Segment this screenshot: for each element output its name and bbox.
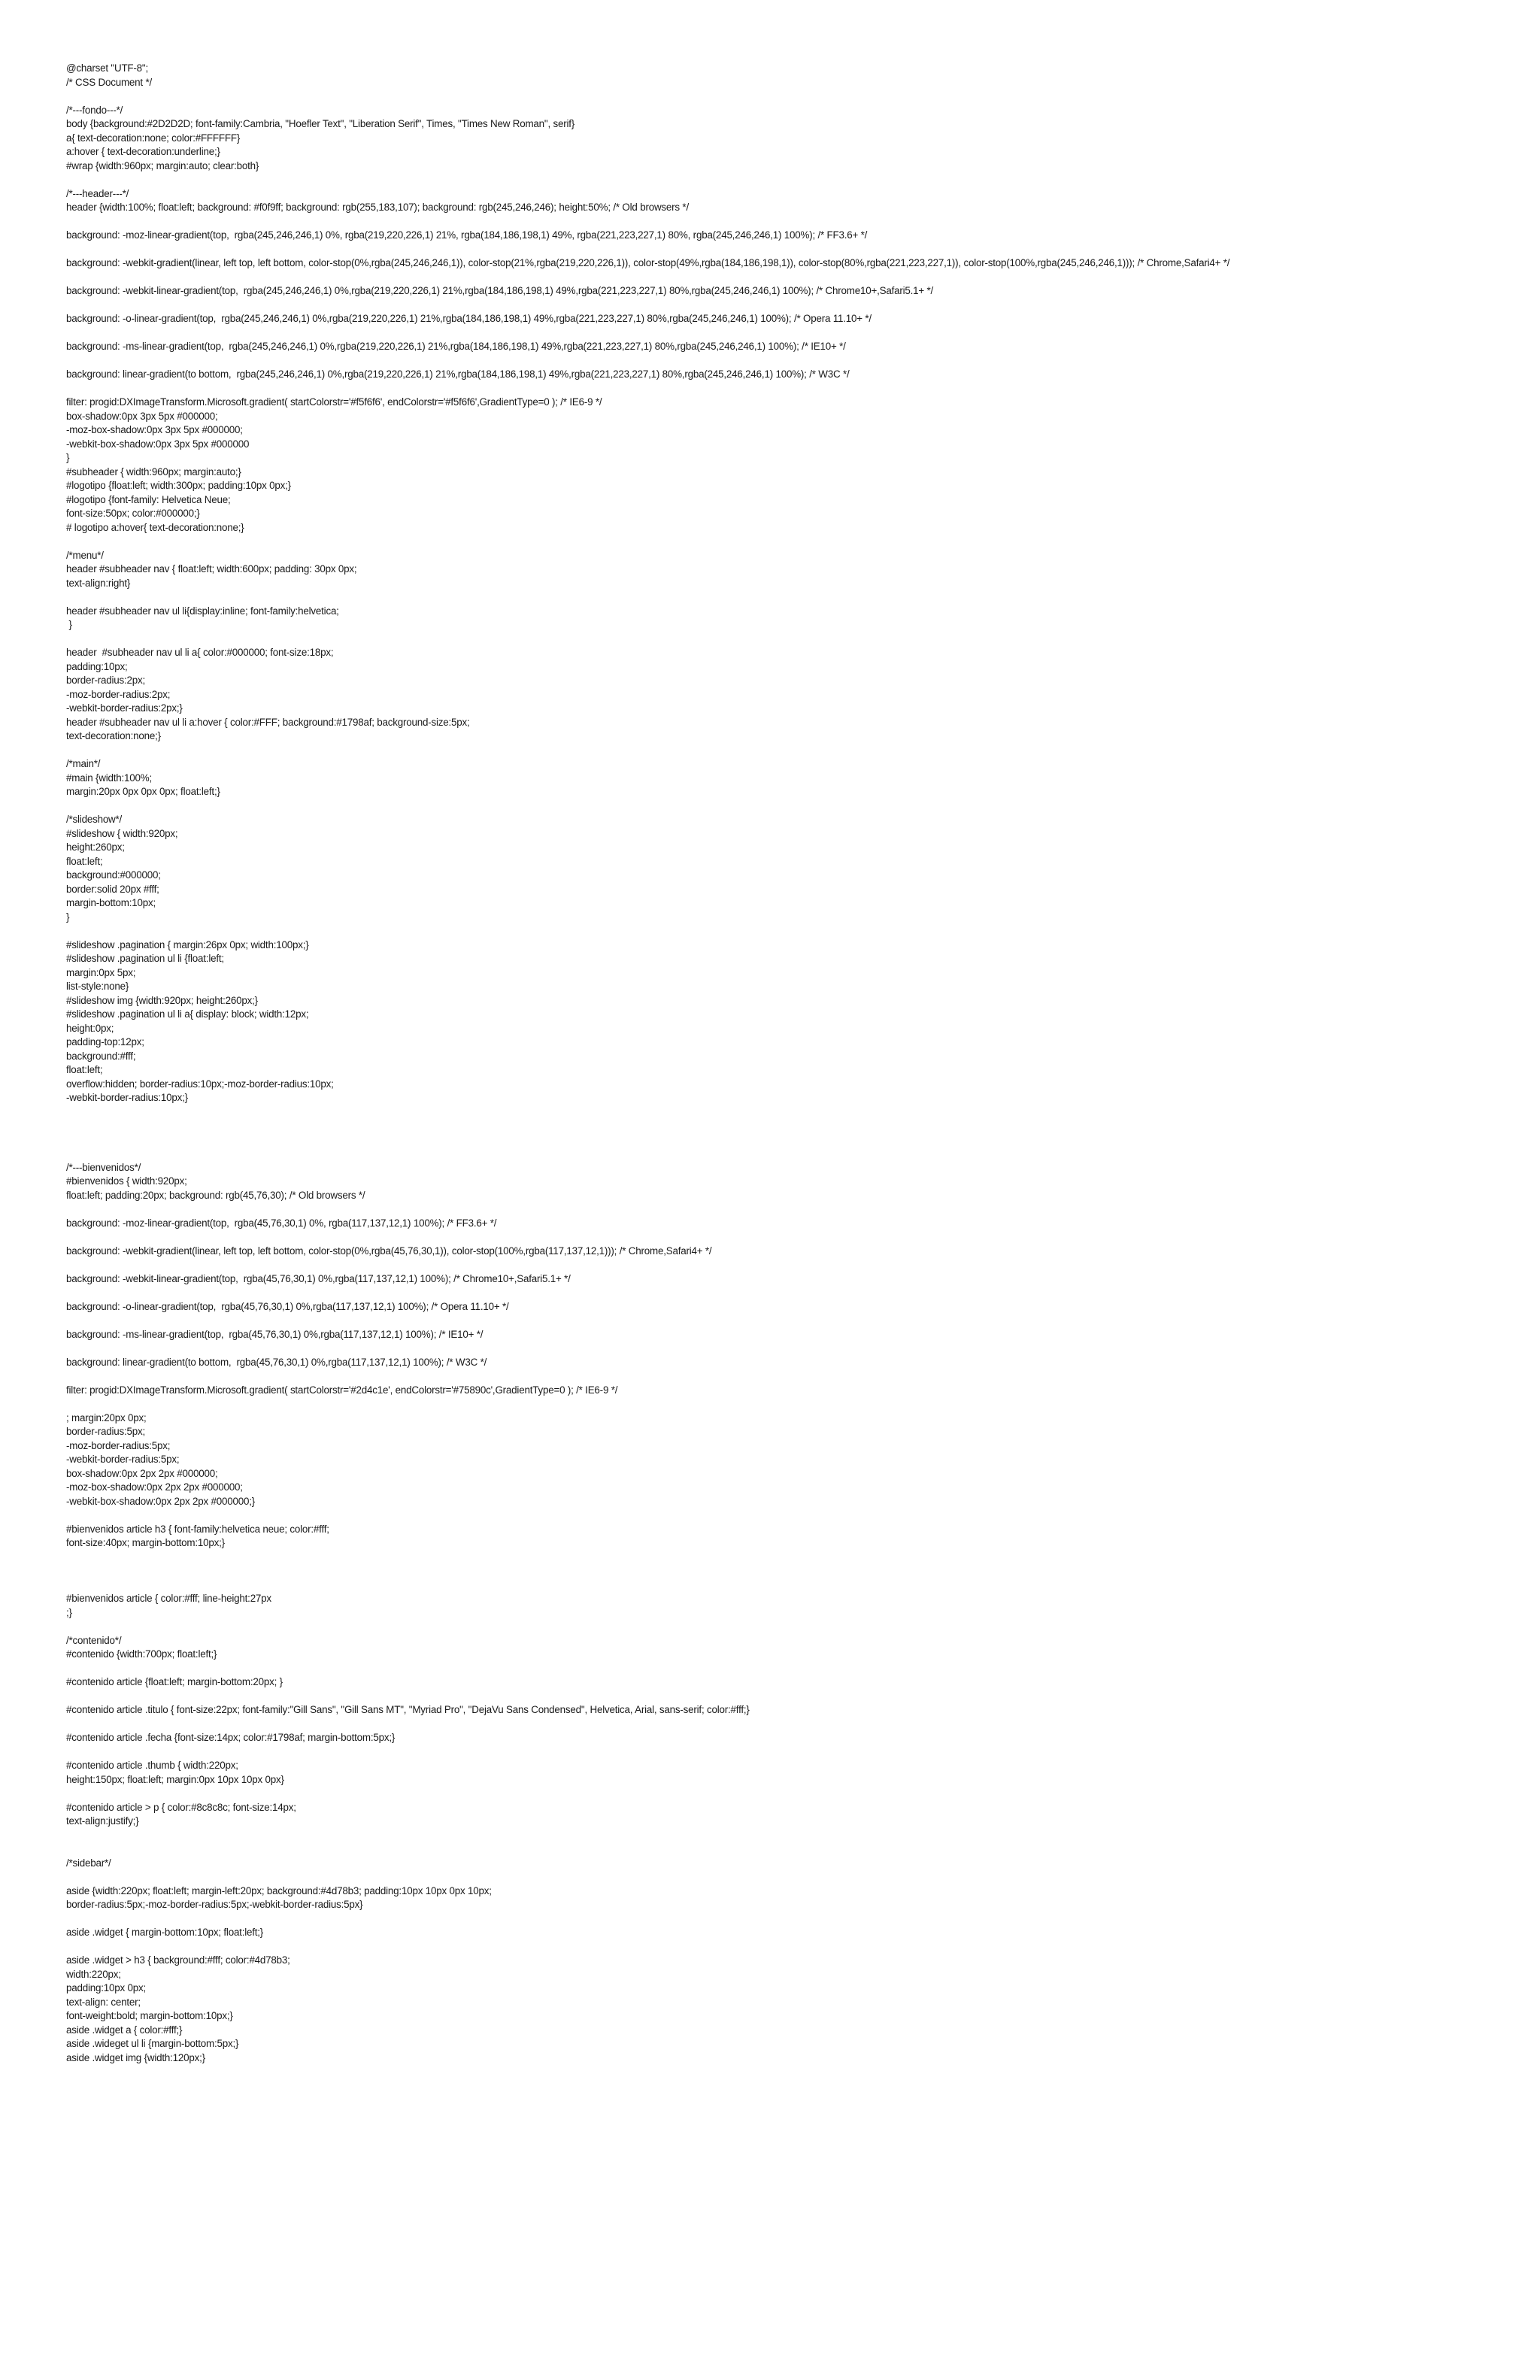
code-line: #subheader { width:960px; margin:auto;}	[66, 465, 241, 478]
code-block	[66, 1884, 1510, 1912]
code-line: }	[66, 452, 70, 463]
code-line: aside .widget { margin-bottom:10px; float:left;}	[66, 1927, 264, 1938]
code-line: header #subheader nav ul li{display:inline; font-family:helvetica;	[66, 605, 339, 617]
code-block	[66, 1857, 1510, 1871]
code-line: #contenido article .fecha {font-size:14px; color:#1798af; margin-bottom:5px;}	[66, 1732, 396, 1743]
code-line: border-radius:5px;	[66, 1426, 146, 1437]
code-line: height:260px;	[66, 841, 125, 853]
code-block	[66, 104, 1510, 174]
blank-line	[66, 924, 1510, 938]
code-block	[66, 312, 1510, 326]
blank-line	[66, 1718, 1510, 1732]
code-line: float:left;	[66, 1064, 103, 1075]
code-line: text-align: center;	[66, 1996, 141, 2008]
code-line: aside .wideget ul li {margin-bottom:5px;}	[66, 2038, 239, 2049]
code-block	[66, 284, 1510, 299]
code-line: #main {width:100%;	[66, 772, 153, 784]
code-line: border-radius:5px;-moz-border-radius:5px;-webkit-border-radius:5px}	[66, 1899, 363, 1910]
code-line: background: linear-gradient(to bottom, rgba(245,246,246,1) 0%,rgba(219,220,226,1) 21%,rgba(184,186,198,1) 49%,rgba(221,223,227,1) 80%,rgba(245,246,246,1) 100%); /* W3C */	[66, 368, 850, 380]
code-line: /*sidebar*/	[66, 1857, 111, 1869]
code-line: /*main*/	[66, 758, 101, 769]
code-line: font-weight:bold; margin-bottom:10px;}	[66, 2010, 233, 2021]
code-line: aside .widget > h3 { background:#fff; color:#4d78b3;	[66, 1954, 290, 1966]
blank-line	[66, 1147, 1510, 1161]
code-line: -webkit-border-radius:10px;}	[66, 1092, 188, 1103]
code-line: body {background:#2D2D2D; font-family:Cambria, "Hoefler Text", "Liberation Serif", Times, "Times New Roman", serif}	[66, 118, 575, 129]
code-line: #contenido article .titulo { font-size:22px; font-family:"Gill Sans", "Gill Sans MT", "Myriad Pro", "DejaVu Sans Condensed", Helvetica, Arial, sans-serif; color:#fff;}	[66, 1704, 750, 1715]
code-line: /*---bienvenidos*/	[66, 1161, 141, 1173]
code-block	[66, 813, 1510, 924]
code-line: background: -webkit-gradient(linear, left top, left bottom, color-stop(0%,rgba(245,246,246,1)), color-stop(21%,rgba(219,220,226,1)), color-stop(49%,rgba(184,186,198,1)), color-stop(80%,rgba(221,223,227,1)), color-stop(100%,rgba(245,246,246,1))); /* Chrome,Safari4+ */	[66, 257, 1230, 268]
code-line: #contenido article {float:left; margin-bottom:20px; }	[66, 1676, 283, 1687]
blank-line	[66, 326, 1510, 341]
code-block	[66, 938, 1510, 1105]
blank-line	[66, 1119, 1510, 1133]
blank-line	[66, 299, 1510, 313]
code-line: background: -ms-linear-gradient(top, rgba(45,76,30,1) 0%,rgba(117,137,12,1) 100%); /* IE10+ */	[66, 1328, 484, 1340]
code-line: background: -ms-linear-gradient(top, rgba(245,246,246,1) 0%,rgba(219,220,226,1) 21%,rgba(184,186,198,1) 49%,rgba(221,223,227,1) 80%,rgba(245,246,246,1) 100%); /* IE10+ */	[66, 341, 846, 352]
code-line: overflow:hidden; border-radius:10px;-moz-border-radius:10px;	[66, 1078, 334, 1090]
code-line: /* CSS Document */	[66, 76, 152, 88]
code-line: #wrap {width:960px; margin:auto; clear:both}	[66, 159, 259, 171]
code-line: /*slideshow*/	[66, 814, 123, 825]
code-block	[66, 368, 1510, 382]
blank-line	[66, 215, 1510, 229]
code-line: -webkit-border-radius:5px;	[66, 1454, 180, 1465]
code-block	[66, 340, 1510, 354]
code-line: #bienvenidos article { color:#fff; line-height:27px	[66, 1593, 271, 1604]
code-block	[66, 1245, 1510, 1259]
code-line: #slideshow .pagination ul li {float:left;	[66, 953, 224, 964]
code-block	[66, 1801, 1510, 1829]
code-line: list-style:none}	[66, 981, 129, 992]
blank-line	[66, 1829, 1510, 1843]
code-line: @charset "UTF-8";	[66, 62, 148, 74]
code-line: #slideshow .pagination { margin:26px 0px; width:100px;}	[66, 938, 309, 950]
code-line: box-shadow:0px 3px 5px #000000;	[66, 410, 218, 422]
code-line: padding-top:12px;	[66, 1036, 144, 1048]
blank-line	[66, 535, 1510, 549]
blank-line	[66, 1940, 1510, 1954]
code-block	[66, 1731, 1510, 1745]
code-block	[66, 1523, 1510, 1551]
code-block	[66, 549, 1510, 591]
code-block	[66, 1356, 1510, 1370]
blank-line	[66, 1578, 1510, 1593]
code-line: padding:10px 0px;	[66, 1982, 147, 1993]
code-line: -moz-box-shadow:0px 2px 2px #000000;	[66, 1481, 243, 1493]
code-line: #contenido {width:700px; float:left;}	[66, 1648, 217, 1660]
code-line: #slideshow .pagination ul li a{ display: block; width:12px;	[66, 1008, 309, 1020]
code-line: box-shadow:0px 2px 2px #000000;	[66, 1467, 218, 1479]
blank-line	[66, 271, 1510, 285]
code-line: #bienvenidos article h3 { font-family:helvetica neue; color:#fff;	[66, 1523, 329, 1535]
code-block	[66, 1634, 1510, 1662]
code-block	[66, 1217, 1510, 1231]
blank-line	[66, 173, 1510, 187]
code-line: -moz-border-radius:5px;	[66, 1439, 171, 1451]
code-line: aside .widget a { color:#fff;}	[66, 2024, 183, 2036]
code-block	[66, 1384, 1510, 1398]
code-line: #slideshow { width:920px;	[66, 827, 178, 839]
code-line: -webkit-border-radius:2px;}	[66, 702, 183, 714]
code-line: header #subheader nav ul li a{ color:#000000; font-size:18px;	[66, 647, 334, 658]
code-line: background:#fff;	[66, 1050, 136, 1062]
code-line: /*menu*/	[66, 549, 104, 561]
blank-line	[66, 1745, 1510, 1760]
blank-line	[66, 1787, 1510, 1801]
code-block	[66, 1161, 1510, 1203]
blank-line	[66, 632, 1510, 647]
blank-line	[66, 1690, 1510, 1704]
code-block	[66, 1954, 1510, 2065]
code-line: margin-bottom:10px;	[66, 897, 156, 908]
code-block	[66, 1592, 1510, 1620]
blank-line	[66, 1286, 1510, 1300]
code-line: #contenido article .thumb { width:220px;	[66, 1760, 238, 1771]
code-line: /*contenido*/	[66, 1634, 122, 1646]
code-block	[66, 1703, 1510, 1718]
code-line: text-align:right}	[66, 577, 131, 589]
code-line: font-size:40px; margin-bottom:10px;}	[66, 1537, 225, 1548]
code-line: /*---header---*/	[66, 187, 129, 199]
code-block	[66, 1926, 1510, 1940]
code-line: #logotipo {float:left; width:300px; padding:10px 0px;}	[66, 480, 291, 491]
code-block	[66, 1759, 1510, 1787]
code-line: background:#000000;	[66, 869, 161, 881]
blank-line	[66, 1870, 1510, 1884]
code-line: # logotipo a:hover{ text-decoration:none;}	[66, 521, 244, 533]
code-block	[66, 757, 1510, 799]
code-line: background: -moz-linear-gradient(top, rgba(45,76,30,1) 0%, rgba(117,137,12,1) 100%); /* FF3.6+ */	[66, 1217, 497, 1229]
code-line: background: -webkit-gradient(linear, left top, left bottom, color-stop(0%,rgba(45,76,30,1)), color-stop(100%,rgba(117,137,12,1))); /* Chrome,Safari4+ */	[66, 1245, 712, 1257]
code-line: height:150px; float:left; margin:0px 10px 10px 0px}	[66, 1773, 284, 1785]
code-line: filter: progid:DXImageTransform.Microsoft.gradient( startColorstr='#f5f6f6', endColorstr='#f5f6f6',GradientType=0 ); /* IE6-9 */	[66, 396, 602, 408]
code-line: background: -webkit-linear-gradient(top, rgba(45,76,30,1) 0%,rgba(117,137,12,1) 100%); /* Chrome10+,Safari5.1+ */	[66, 1272, 571, 1284]
blank-line	[66, 1662, 1510, 1676]
code-line: font-size:50px; color:#000000;}	[66, 508, 200, 519]
code-line: #bienvenidos { width:920px;	[66, 1175, 187, 1187]
code-line: }	[66, 911, 70, 923]
code-line: -webkit-box-shadow:0px 3px 5px #000000	[66, 438, 250, 450]
code-line: margin:20px 0px 0px 0px; float:left;}	[66, 786, 220, 797]
code-line: height:0px;	[66, 1022, 114, 1034]
blank-line	[66, 1258, 1510, 1272]
code-line: /*---fondo---*/	[66, 104, 123, 116]
code-line: float:left; padding:20px; background: rgb(45,76,30); /* Old browsers */	[66, 1189, 365, 1201]
code-line: text-align:justify;}	[66, 1815, 139, 1827]
blank-line	[66, 1842, 1510, 1857]
code-line: header {width:100%; float:left; background: #f0f9ff; background: rgb(255,183,107); background: rgb(245,246,246); height:50%; /* Old browsers */	[66, 202, 689, 213]
code-block	[66, 62, 1510, 89]
code-line: background: -o-linear-gradient(top, rgba(245,246,246,1) 0%,rgba(219,220,226,1) 21%,rgba(184,186,198,1) 49%,rgba(221,223,227,1) 80%,rgba(245,246,246,1) 100%); /* Opera 11.10+ */	[66, 313, 872, 324]
blank-line	[66, 1230, 1510, 1245]
code-block	[66, 1328, 1510, 1342]
blank-line	[66, 1912, 1510, 1927]
code-line: ;}	[66, 1606, 72, 1618]
code-line: float:left;	[66, 855, 103, 867]
blank-line	[66, 1564, 1510, 1578]
code-line: border-radius:2px;	[66, 675, 146, 686]
blank-line	[66, 1369, 1510, 1384]
code-line: -moz-border-radius:2px;	[66, 688, 171, 700]
code-line: a:hover { text-decoration:underline;}	[66, 146, 220, 157]
code-block	[66, 1411, 1510, 1509]
code-line: background: -o-linear-gradient(top, rgba(45,76,30,1) 0%,rgba(117,137,12,1) 100%); /* Opera 11.10+ */	[66, 1300, 509, 1312]
code-line: width:220px;	[66, 1968, 121, 1980]
code-line: background: linear-gradient(to bottom, rgba(45,76,30,1) 0%,rgba(117,137,12,1) 100%); /* W3C */	[66, 1356, 487, 1368]
code-line: #slideshow img {width:920px; height:260px;}	[66, 994, 258, 1006]
code-line: -webkit-box-shadow:0px 2px 2px #000000;}	[66, 1495, 256, 1507]
code-block	[66, 396, 1510, 535]
code-line: }	[66, 619, 72, 630]
code-line: -moz-box-shadow:0px 3px 5px #000000;	[66, 424, 243, 435]
blank-line	[66, 590, 1510, 605]
code-block	[66, 256, 1510, 271]
code-line: aside {width:220px; float:left; margin-left:20px; background:#4d78b3; padding:10px 10px 0px 10px;	[66, 1884, 492, 1896]
blank-line	[66, 1551, 1510, 1565]
blank-line	[66, 744, 1510, 758]
blank-line	[66, 382, 1510, 396]
code-line: background: -moz-linear-gradient(top, rgba(245,246,246,1) 0%, rgba(219,220,226,1) 21%, rgba(184,186,198,1) 49%, rgba(221,223,227,1) 80%, rgba(245,246,246,1) 100%); /* FF3.6+ */	[66, 229, 868, 241]
blank-line	[66, 1133, 1510, 1148]
blank-line	[66, 1105, 1510, 1120]
code-line: filter: progid:DXImageTransform.Microsoft.gradient( startColorstr='#2d4c1e', endColorstr='#75890c',GradientType=0 ); /* IE6-9 */	[66, 1384, 618, 1396]
blank-line	[66, 1202, 1510, 1217]
blank-line	[66, 354, 1510, 368]
code-line: a{ text-decoration:none; color:#FFFFFF}	[66, 132, 241, 144]
code-block	[66, 1272, 1510, 1287]
code-block	[66, 605, 1510, 632]
code-block	[66, 1675, 1510, 1690]
code-block	[66, 1300, 1510, 1314]
blank-line	[66, 1314, 1510, 1328]
blank-line	[66, 799, 1510, 814]
blank-line	[66, 1342, 1510, 1356]
css-document	[66, 62, 1510, 2065]
code-line: #logotipo {font-family: Helvetica Neue;	[66, 493, 231, 505]
code-line: #contenido article > p { color:#8c8c8c; font-size:14px;	[66, 1801, 296, 1813]
code-line: aside .widget img {width:120px;}	[66, 2051, 205, 2063]
code-line: ; margin:20px 0px;	[66, 1411, 147, 1423]
blank-line	[66, 243, 1510, 257]
blank-line	[66, 1397, 1510, 1411]
code-block	[66, 187, 1510, 215]
code-line: padding:10px;	[66, 660, 128, 672]
code-block	[66, 646, 1510, 744]
code-line: background: -webkit-linear-gradient(top, rgba(245,246,246,1) 0%,rgba(219,220,226,1) 21%,rgba(184,186,198,1) 49%,rgba(221,223,227,1) 80%,rgba(245,246,246,1) 100%); /* Chrome10+,Safari5.1+ */	[66, 285, 934, 296]
code-line: header #subheader nav ul li a:hover { color:#FFF; background:#1798af; background-size:5px;	[66, 716, 470, 728]
code-line: text-decoration:none;}	[66, 730, 161, 741]
blank-line	[66, 89, 1510, 104]
code-block	[66, 229, 1510, 243]
code-line: border:solid 20px #fff;	[66, 883, 159, 895]
blank-line	[66, 1620, 1510, 1634]
blank-line	[66, 1508, 1510, 1523]
code-line: margin:0px 5px;	[66, 966, 136, 978]
code-line: header #subheader nav { float:left; width:600px; padding: 30px 0px;	[66, 563, 357, 575]
